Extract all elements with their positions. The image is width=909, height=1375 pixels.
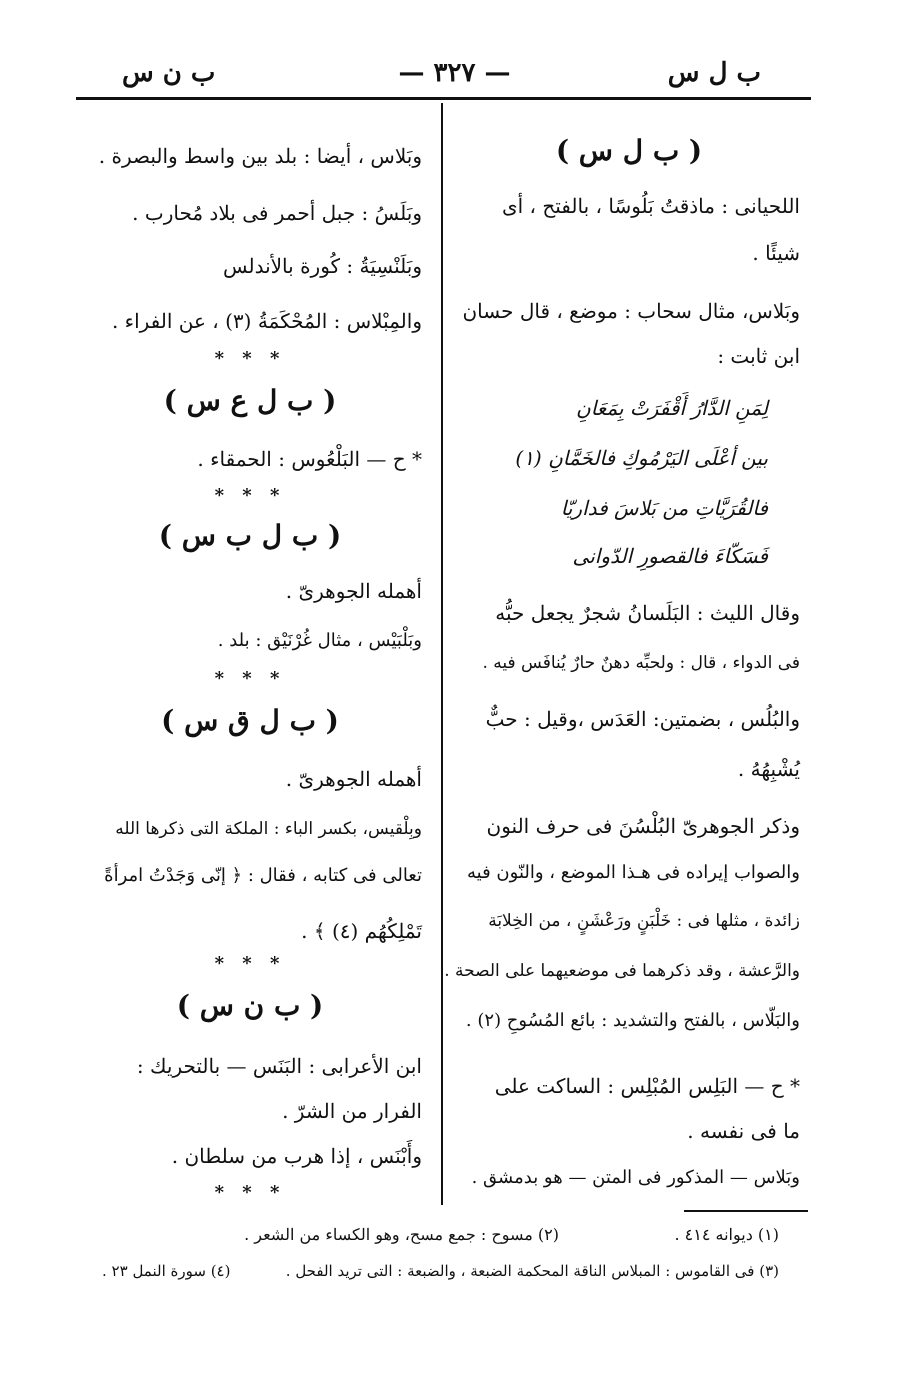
text-line: الفرار من الشرّ . <box>282 1099 422 1123</box>
footnote-4: (٤) سورة النمل ٢٣ . <box>102 1262 231 1280</box>
text-line: وبَلْبَيْس ، مثال غُرْنَيْق : بلد . <box>217 630 422 651</box>
text-line: يُشْبِهُهُ . <box>737 757 800 781</box>
text-line: * ح — البَلِس المُبْلِس : الساكت على <box>494 1074 800 1098</box>
text-line: ابن الأعرابى : البَنَس — بالتحريك : <box>136 1054 422 1078</box>
text-line: والبُلُس ، بضمتين: العَدَس ،وقيل : حبٌّ <box>485 707 800 731</box>
text-line: فى الدواء ، قال : ولحبِّه دهنٌ حارٌ يُنافَس فيه . <box>482 653 800 673</box>
text-line: وبَلَنْسِيَةُ : كُورة بالأندلس <box>222 254 422 278</box>
text-line: شيئًا . <box>752 241 800 265</box>
section-separator: * * * <box>214 485 286 506</box>
text-line: ابن ثابت : <box>717 344 800 368</box>
text-line: وبِلْقيس، بكسر الباء : الملكة التى ذكرها الله <box>115 819 422 839</box>
entry-heading-bls-ain: ( ب ل ع س ) <box>163 384 337 417</box>
poetry-line: بين أعْلَى اليَرْمُوكِ فالخَمَّانِ (١) <box>515 446 768 470</box>
footnote-1: (١) ديوانه ٤١٤ . <box>674 1225 779 1244</box>
text-line: وبَلاس ، أيضا : بلد بين واسط والبصرة . <box>98 144 422 168</box>
text-line: زائدة ، مثلها فى : خَلْبَنٍ ورَعْشَنٍ ، من الخِلابَة <box>488 911 800 931</box>
footnote-rule <box>684 1210 808 1212</box>
entry-heading-blbs: ( ب ل ب س ) <box>158 519 342 552</box>
section-separator: * * * <box>214 1182 286 1203</box>
poetry-line: فالقُرَيَّاتِ من بَلاسَ فداريّا <box>560 496 768 520</box>
column-divider <box>441 103 443 1205</box>
text-line: والبَلّاس ، بالفتح والتشديد : بائع المُسُوحِ (٢) . <box>465 1010 800 1031</box>
section-separator: * * * <box>214 953 286 974</box>
text-line: وأَبْنَس ، إذا هرب من سلطان . <box>171 1144 422 1168</box>
text-line: وبَلَسُ : جبل أحمر فى بلاد مُحارب . <box>132 201 422 225</box>
page-number: — ٣٢٧ — <box>398 58 511 88</box>
entry-heading-bls: ( ب ل س ) <box>555 134 703 167</box>
header-left-root: ب ن س <box>122 58 216 88</box>
text-line: والرَّعشة ، وقد ذكرهما فى موضعيهما على الصحة . <box>444 961 800 981</box>
poetry-line: لِمَنِ الدَّارُ أَقْفَرَتْ بِمَعَانِ <box>576 396 768 420</box>
entry-heading-bns: ( ب ن س ) <box>176 989 324 1022</box>
text-line: اللحيانى : ماذقتُ بَلُوسًا ، بالفتح ، أى <box>501 194 800 218</box>
text-line: وذكر الجوهرىّ البُلْسُنَ فى حرف النون <box>486 814 800 838</box>
section-separator: * * * <box>214 348 286 369</box>
text-line: وبَلاس — المذكور فى المتن — هو بدمشق . <box>471 1167 800 1188</box>
text-line: أهمله الجوهرىّ . <box>285 579 422 603</box>
text-line: والصواب إيراده فى هـذا الموضع ، والنّون فيه <box>467 862 800 883</box>
text-line: * ح — البَلْعُوس : الحمقاء . <box>197 447 422 471</box>
text-line: وقال الليث : البَلَسانُ شجرٌ يجعل حبُّه <box>495 601 800 625</box>
poetry-line: فَسَكّاءَ فالقصورِ الدّوانى <box>572 544 768 568</box>
entry-heading-blqs: ( ب ل ق س ) <box>161 704 339 737</box>
text-line: ما فى نفسه . <box>687 1119 800 1143</box>
footnote-2: (٢) مسوح : جمع مسح، وهو الكساء من الشعر . <box>244 1225 559 1244</box>
text-line: تَمْلِكُهُم (٤) ﴾ . <box>301 919 422 943</box>
footnote-3: (٣) فى القاموس : المبلاس الناقة المحكمة الضبعة ، والضبعة : التى تريد الفحل . <box>285 1262 779 1280</box>
text-line: تعالى فى كتابه ، فقال : ﴿ إنّى وَجَدْتُ امرأةً <box>104 865 422 886</box>
header-right-root: ب ل س <box>667 58 761 88</box>
text-line: والمِبْلاس : المُحْكَمَةُ (٣) ، عن الفراء . <box>111 309 422 333</box>
text-line: أهمله الجوهرىّ . <box>285 767 422 791</box>
section-separator: * * * <box>214 668 286 689</box>
header-rule <box>76 97 811 100</box>
text-line: وبَلاس، مثال سحاب : موضع ، قال حسان <box>462 299 800 323</box>
